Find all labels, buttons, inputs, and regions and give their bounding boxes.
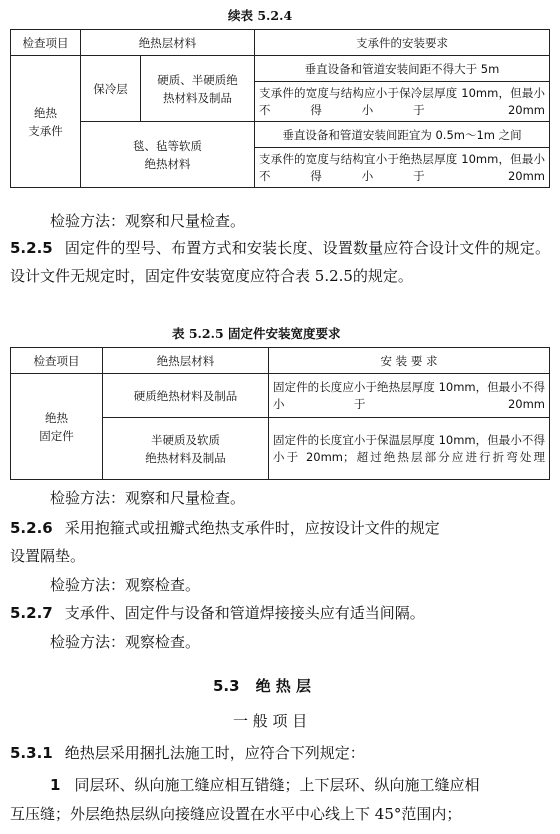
clause-number: 5.2.7	[10, 604, 53, 622]
clause-text: 支承件、固定件与设备和管道焊接接头应有适当间隔。	[64, 604, 425, 622]
list-item-number: 1	[50, 776, 61, 794]
requirement-cell: 垂直设备和管道安装间距不得大于 5m	[255, 56, 550, 82]
inspection-method: 检验方法：观察和尺量检查。	[50, 489, 246, 507]
section-title: 绝 热 层	[255, 677, 312, 695]
material-cell: 硬质绝热材料及制品	[103, 374, 269, 418]
material-cell: 毯、毡等软质 绝热材料	[81, 122, 255, 188]
clause-5-3-1	[10, 741, 365, 765]
header-cell: 检查项目	[11, 348, 103, 374]
inspection-method: 检验方法：观察检查。	[50, 633, 201, 651]
requirement-cell: 支承件的宽度与结构应小于保冷层厚度 10mm，但最小不得小于 20mm	[255, 82, 550, 122]
header-cell: 支承件的安装要求	[255, 30, 550, 56]
section-heading	[213, 674, 311, 698]
list-item-1	[50, 773, 479, 797]
support-requirements-table	[10, 29, 550, 188]
table-header-row	[11, 348, 550, 374]
clause-5-2-5	[10, 234, 550, 290]
table-caption: 表 5.2.5 固定件安装宽度要求	[172, 326, 341, 341]
requirement-cell: 固定件的长度应小于绝热层厚度 10mm，但最小不得小于 20mm	[269, 374, 550, 418]
clause-number: 5.2.5	[10, 239, 53, 257]
clause-5-2-6	[10, 516, 440, 540]
section-number: 5.3	[213, 677, 240, 695]
subsection-heading: 一 般 项 目	[233, 712, 308, 730]
clause-text: 固定件的型号、布置方式和安装长度、设置数量应符合设计文件的规定。设计文件无规定时，固定件安装宽度应符合表 5.2.5的规定。	[10, 239, 550, 285]
sub-category-cell: 保冷层	[81, 56, 141, 122]
check-item-cell: 绝热 支承件	[11, 56, 81, 188]
clause-5-2-7	[10, 601, 425, 625]
table-header-row	[11, 30, 550, 56]
material-cell: 半硬质及软质 绝热材料及制品	[103, 418, 269, 480]
clause-text: 采用抱箍式或扭瓣式绝热支承件时，应按设计文件的规定	[64, 519, 440, 537]
clause-number: 5.3.1	[10, 744, 53, 762]
table-caption: 续表 5.2.4	[228, 8, 293, 23]
requirement-cell: 固定件的长度宜小于保温层厚度 10mm，但最小不得小于 20mm；超过绝热层部分应进行折弯处理	[269, 418, 550, 480]
header-cell: 检查项目	[11, 30, 81, 56]
material-cell: 硬质、半硬质绝 热材料及制品	[141, 56, 255, 122]
header-cell: 安 装 要 求	[269, 348, 550, 374]
fixing-width-table	[10, 347, 550, 480]
list-item-text: 同层环、纵向施工缝应相互错缝；上下层环、纵向施工缝应相	[74, 776, 480, 794]
clause-text: 绝热层采用捆扎法施工时，应符合下列规定：	[64, 744, 365, 762]
inspection-method: 检验方法：观察检查。	[50, 576, 201, 594]
header-cell: 绝热层材料	[81, 30, 255, 56]
clause-text-continued: 设置隔垫。	[10, 547, 86, 565]
requirement-cell: 垂直设备和管道安装间距宜为 0.5m～1m 之间	[255, 122, 550, 148]
check-item-cell: 绝热 固定件	[11, 374, 103, 480]
requirement-cell: 支承件的宽度与结构宜小于绝热层厚度 10mm，但最小不得小于 20mm	[255, 148, 550, 188]
inspection-method: 检验方法：观察和尺量检查。	[50, 212, 246, 230]
clause-number: 5.2.6	[10, 519, 53, 537]
header-cell: 绝热层材料	[103, 348, 269, 374]
list-item-text-continued: 互压缝；外层绝热层纵向接缝应设置在水平中心线上下 45°范围内；	[10, 805, 462, 823]
